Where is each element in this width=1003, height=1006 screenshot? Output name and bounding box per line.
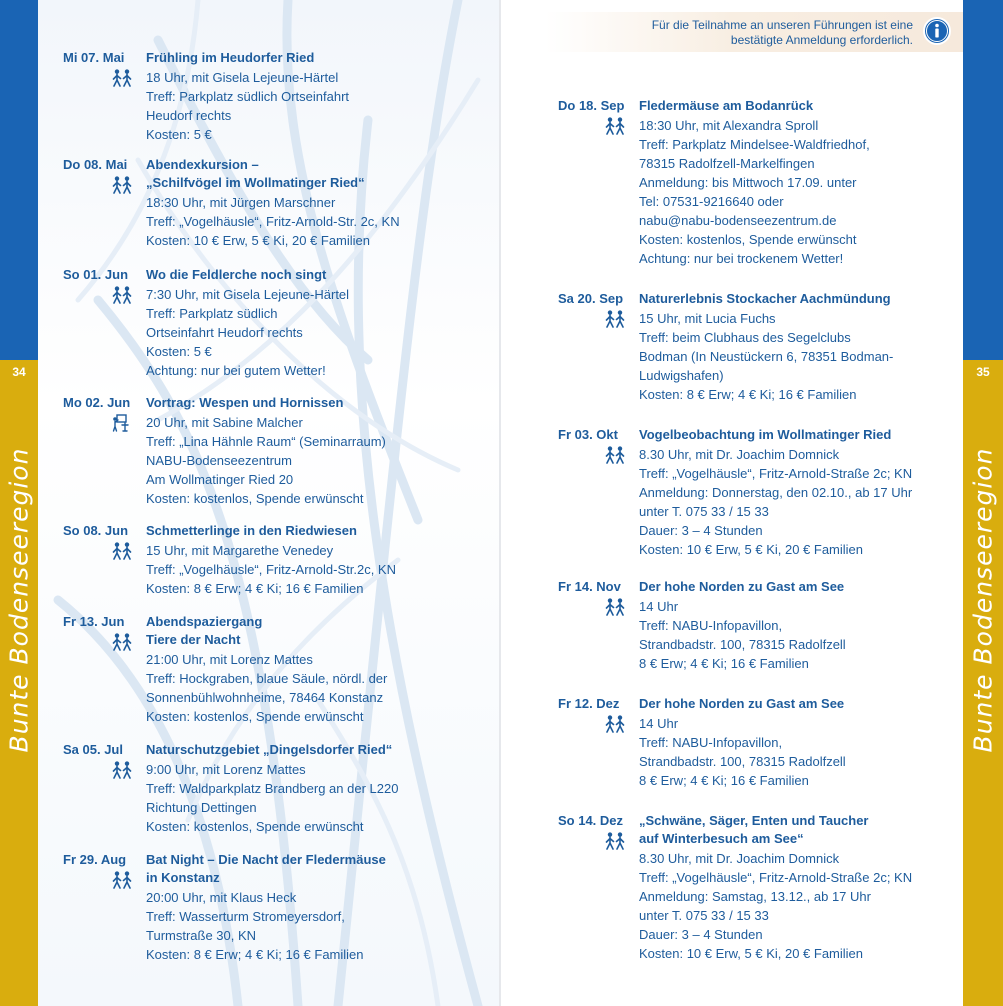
left-page <box>0 0 500 1006</box>
event-title-line: in Konstanz <box>146 870 220 885</box>
notice-line: bestätigte Anmeldung erforderlich. <box>730 33 913 47</box>
strip-blue-band <box>0 0 38 360</box>
event-date: Do 08. Mai <box>63 157 128 172</box>
event-title <box>146 266 326 284</box>
event-details <box>146 650 387 726</box>
event-title <box>639 426 891 444</box>
event-detail-line: Anmeldung: bis Mittwoch 17.09. unter <box>639 175 857 190</box>
event-detail-line: Kosten: 8 € Erw; 4 € Ki; 16 € Familien <box>146 581 364 596</box>
event-detail-line: Richtung Dettingen <box>146 800 257 815</box>
event-detail-line: Kosten: 10 € Erw, 5 € Ki, 20 € Familien <box>639 946 864 961</box>
event-detail-line: Bodman (In Neustückern 6, 78351 Bodman- <box>639 349 894 364</box>
event-detail-line: Treff: Waldparkplatz Brandberg an der L220 <box>146 781 399 796</box>
event-detail-line: Kosten: kostenlos, Spende erwünscht <box>639 232 857 247</box>
left-side-strip <box>0 0 38 1006</box>
event-date: Fr 14. Nov <box>558 579 621 594</box>
event-detail-line: Ludwigshafen) <box>639 368 724 383</box>
hikers-icon <box>604 832 626 850</box>
event-detail-line: Treff: Parkplatz Mindelsee-Waldfriedhof, <box>639 137 870 152</box>
event-detail-line: Treff: „Vogelhäusle“, Fritz-Arnold-Str. 2c, KN <box>146 214 400 229</box>
event-detail-line: Treff: NABU-Infopavillon, <box>639 618 783 633</box>
event-detail-line: 18 Uhr, mit Gisela Lejeune-Härtel <box>146 70 339 85</box>
event-detail-line: Treff: „Vogelhäusle“, Fritz-Arnold-Straße 2c; KN <box>639 870 913 885</box>
event-details <box>639 849 912 963</box>
event-detail-line: Kosten: kostenlos, Spende erwünscht <box>146 709 364 724</box>
event-details <box>146 760 398 836</box>
hikers-icon <box>604 446 626 464</box>
event-detail-line: unter T. 075 33 / 15 33 <box>639 504 769 519</box>
hikers-icon <box>111 761 133 779</box>
event-date: Do 18. Sep <box>558 98 625 113</box>
event-date: Fr 12. Dez <box>558 696 620 711</box>
event-title <box>639 290 891 308</box>
event-title-line: Bat Night – Die Nacht der Fledermäuse <box>146 852 386 867</box>
right-page <box>500 0 1003 1006</box>
registration-notice <box>545 12 963 52</box>
event-date: Fr 13. Jun <box>63 614 125 629</box>
event-details <box>639 309 893 404</box>
info-icon <box>923 17 951 45</box>
event-details <box>146 413 386 508</box>
event-detail-line: 20:00 Uhr, mit Klaus Heck <box>146 890 297 905</box>
event-detail-line: Kosten: 8 € Erw; 4 € Ki; 16 € Familien <box>639 387 857 402</box>
event-title <box>639 578 844 596</box>
event-detail-line: Treff: „Lina Hähnle Raum“ (Seminarraum) <box>146 434 386 449</box>
event-detail-line: 7:30 Uhr, mit Gisela Lejeune-Härtel <box>146 287 350 302</box>
event-details <box>639 445 912 559</box>
event-title-line: Vortrag: Wespen und Hornissen <box>146 395 344 410</box>
event-title <box>639 97 813 115</box>
right-side-strip <box>963 0 1003 1006</box>
event-date: Sa 20. Sep <box>558 291 624 306</box>
event-title <box>146 851 386 887</box>
event-title-line: „Schilfvögel im Wollmatinger Ried“ <box>146 175 365 190</box>
event-title-line: Abendexkursion – <box>146 157 259 172</box>
event-detail-line: Turmstraße 30, KN <box>146 928 257 943</box>
event-detail-line: 15 Uhr, mit Lucia Fuchs <box>639 311 776 326</box>
event-title-line: Abendspaziergang <box>146 614 263 629</box>
event-title <box>146 156 365 192</box>
hikers-icon <box>111 542 133 560</box>
event-date: So 08. Jun <box>63 523 129 538</box>
event-title-line: Der hohe Norden zu Gast am See <box>639 696 845 711</box>
event-title-line: Der hohe Norden zu Gast am See <box>639 579 845 594</box>
hikers-icon <box>604 598 626 616</box>
event-title <box>146 613 262 649</box>
event-detail-line: Heudorf rechts <box>146 108 232 123</box>
event-detail-line: Treff: beim Clubhaus des Segelclubs <box>639 330 851 345</box>
event-detail-line: 8 € Erw; 4 € Ki; 16 € Familien <box>639 656 809 671</box>
hikers-icon <box>604 310 626 328</box>
event-detail-line: 14 Uhr <box>639 599 679 614</box>
event-title-line: Tiere der Nacht <box>146 632 241 647</box>
event-details <box>146 285 349 380</box>
event-date: So 01. Jun <box>63 267 129 282</box>
event-detail-line: NABU-Bodenseezentrum <box>146 453 292 468</box>
presenter-icon <box>111 414 133 432</box>
event-detail-line: 14 Uhr <box>639 716 679 731</box>
event-title-line: Fledermäuse am Bodanrück <box>639 98 814 113</box>
event-detail-line: 21:00 Uhr, mit Lorenz Mattes <box>146 652 313 667</box>
event-details <box>639 116 870 268</box>
hikers-icon <box>111 176 133 194</box>
event-detail-line: Kosten: kostenlos, Spende erwünscht <box>146 819 364 834</box>
hikers-icon <box>604 117 626 135</box>
event-details <box>639 714 846 790</box>
event-detail-line: Ortseinfahrt Heudorf rechts <box>146 325 303 340</box>
event-detail-line: 8.30 Uhr, mit Dr. Joachim Domnick <box>639 851 840 866</box>
event-detail-line: Kosten: 5 € <box>146 127 212 142</box>
page-number: 34 <box>12 365 26 379</box>
event-detail-line: Tel: 07531-9216640 oder <box>639 194 784 209</box>
event-detail-line: Treff: „Vogelhäusle“, Fritz-Arnold-Str.2c, KN <box>146 562 396 577</box>
event-title-line: Schmetterlinge in den Riedwiesen <box>146 523 357 538</box>
event-details <box>146 888 364 964</box>
event-detail-line: unter T. 075 33 / 15 33 <box>639 908 769 923</box>
event-detail-line: Treff: Wasserturm Stromeyersdorf, <box>146 909 345 924</box>
event-detail-line: Kosten: 8 € Erw; 4 € Ki; 16 € Familien <box>146 947 364 962</box>
event-detail-line: 8 € Erw; 4 € Ki; 16 € Familien <box>639 773 809 788</box>
event-detail-line: Treff: Parkplatz südlich <box>146 306 278 321</box>
event-date: Mi 07. Mai <box>63 50 125 65</box>
event-title-line: auf Winterbesuch am See“ <box>639 831 804 846</box>
event-title-line: Frühling im Heudorfer Ried <box>146 50 315 65</box>
event-detail-line: Anmeldung: Donnerstag, den 02.10., ab 17 Uhr <box>639 485 913 500</box>
event-detail-line: Kosten: 10 € Erw, 5 € Ki, 20 € Familien <box>146 233 371 248</box>
event-title-line: Vogelbeobachtung im Wollmatinger Ried <box>639 427 892 442</box>
event-details <box>146 541 396 598</box>
event-detail-line: Achtung: nur bei gutem Wetter! <box>146 363 326 378</box>
event-title <box>146 394 343 412</box>
event-detail-line: 18:30 Uhr, mit Jürgen Marschner <box>146 195 336 210</box>
event-title <box>146 49 314 67</box>
event-details <box>146 193 400 250</box>
event-detail-line: Dauer: 3 – 4 Stunden <box>639 927 763 942</box>
event-date: Fr 29. Aug <box>63 852 127 867</box>
event-detail-line: Strandbadstr. 100, 78315 Radolfzell <box>639 754 846 769</box>
event-date: So 14. Dez <box>558 813 624 828</box>
event-title <box>639 695 844 713</box>
event-detail-line: Sonnenbühlwohnheime, 78464 Konstanz <box>146 690 384 705</box>
hikers-icon <box>111 69 133 87</box>
event-title <box>146 741 392 759</box>
event-detail-line: Am Wollmatinger Ried 20 <box>146 472 294 487</box>
event-detail-line: Kosten: 10 € Erw, 5 € Ki, 20 € Familien <box>639 542 864 557</box>
event-title <box>639 812 868 848</box>
strip-blue-band <box>963 0 1003 360</box>
event-detail-line: Treff: Hockgraben, blaue Säule, nördl. der <box>146 671 388 686</box>
hikers-icon <box>111 286 133 304</box>
event-detail-line: 15 Uhr, mit Margarethe Venedey <box>146 543 334 558</box>
page-number: 35 <box>976 365 990 379</box>
event-detail-line: Anmeldung: Samstag, 13.12., ab 17 Uhr <box>639 889 871 904</box>
event-date: Sa 05. Jul <box>63 742 123 757</box>
notice-line: Für die Teilnahme an unseren Führungen ist eine <box>651 18 913 32</box>
event-detail-line: Strandbadstr. 100, 78315 Radolfzell <box>639 637 846 652</box>
event-detail-line: 8.30 Uhr, mit Dr. Joachim Domnick <box>639 447 840 462</box>
event-detail-line: Treff: Parkplatz südlich Ortseinfahrt <box>146 89 350 104</box>
event-detail-line: nabu@nabu-bodenseezentrum.de <box>639 213 837 228</box>
event-title-line: Naturschutzgebiet „Dingelsdorfer Ried“ <box>146 742 393 757</box>
event-detail-line: Kosten: 5 € <box>146 344 212 359</box>
event-title-line: „Schwäne, Säger, Enten und Taucher <box>639 813 869 828</box>
event-detail-line: Treff: NABU-Infopavillon, <box>639 735 783 750</box>
event-detail-line: Achtung: nur bei trockenem Wetter! <box>639 251 844 266</box>
hikers-icon <box>111 633 133 651</box>
event-detail-line: Kosten: kostenlos, Spende erwünscht <box>146 491 364 506</box>
event-detail-line: 18:30 Uhr, mit Alexandra Sproll <box>639 118 819 133</box>
event-detail-line: 9:00 Uhr, mit Lorenz Mattes <box>146 762 306 777</box>
event-date: Fr 03. Okt <box>558 427 618 442</box>
hikers-icon <box>604 715 626 733</box>
section-label: Bunte Bodenseeregion <box>968 447 998 753</box>
event-detail-line: Treff: „Vogelhäusle“, Fritz-Arnold-Straße 2c; KN <box>639 466 913 481</box>
event-detail-line: 78315 Radolfzell-Markelfingen <box>639 156 815 171</box>
event-title-line: Naturerlebnis Stockacher Aachmündung <box>639 291 891 306</box>
hikers-icon <box>111 871 133 889</box>
event-detail-line: Dauer: 3 – 4 Stunden <box>639 523 763 538</box>
section-label: Bunte Bodenseeregion <box>4 447 34 753</box>
event-detail-line: 20 Uhr, mit Sabine Malcher <box>146 415 303 430</box>
event-date: Mo 02. Jun <box>63 395 131 410</box>
event-title <box>146 522 357 540</box>
event-details <box>639 597 846 673</box>
event-details <box>146 68 349 144</box>
event-title-line: Wo die Feldlerche noch singt <box>146 267 327 282</box>
